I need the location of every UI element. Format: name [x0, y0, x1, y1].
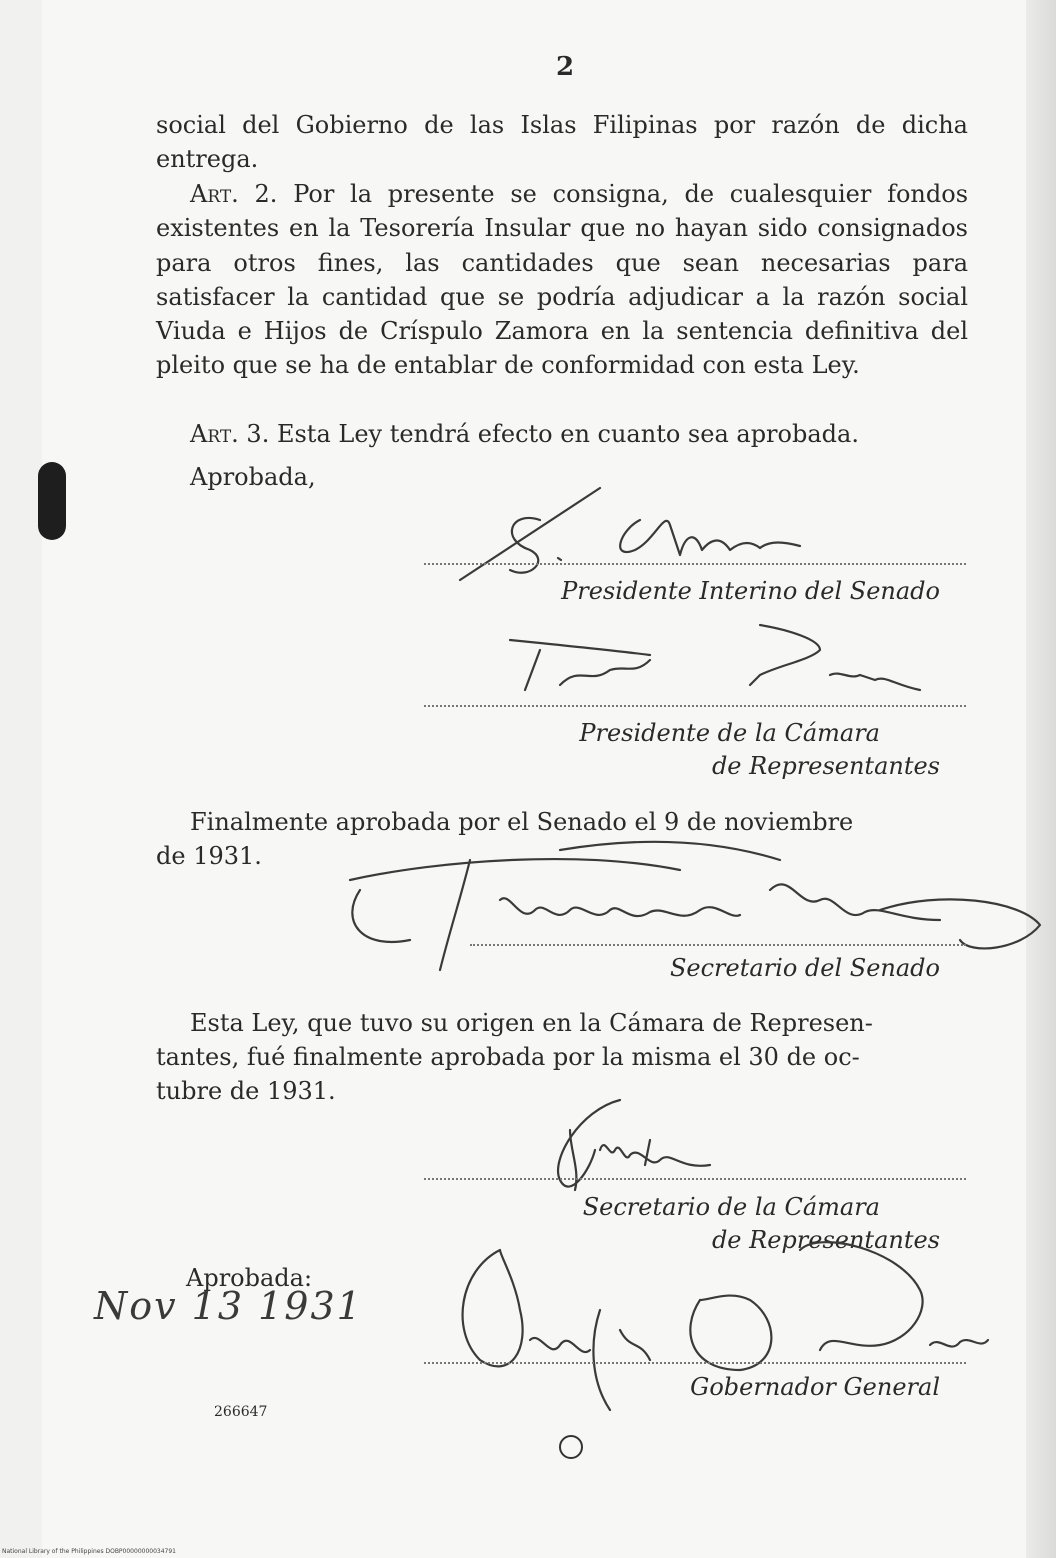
- house-secretary-line: [424, 1178, 966, 1180]
- house-president-title-2: de Representantes: [711, 752, 940, 780]
- article-2-text: Por la presente se consigna, de cualesquier fondos existentes en la Tesorería Insular que no hayan sido consignados para otros fines, las cantidades que sean necesarias para satisfacer la cantidad que se podría adjudicar a la razón social Viuda e Hijos de Críspulo Zamora en la sentencia definitiva del pleito que se ha de entablar de conformidad con esta Ley.: [156, 180, 969, 380]
- house-origin-line-2: tantes, fué finalmente aprobada por la misma el 30 de oc-: [156, 1043, 860, 1071]
- senate-president-title: Presidente Interino del Senado: [561, 577, 940, 605]
- final-approval-label: Aprobada:: [186, 1264, 313, 1292]
- page-number: 2: [555, 52, 575, 82]
- approved-label: Aprobada,: [190, 463, 316, 491]
- house-president-signature: [500, 615, 960, 705]
- house-secretary-title-2: de Representantes: [711, 1226, 940, 1254]
- house-origin-line-1: Esta Ley, que tuvo su origen en la Cámara de Represen-: [190, 1009, 873, 1037]
- article-3: [156, 417, 968, 451]
- senate-approval-line-2: de 1931.: [156, 842, 262, 870]
- house-president-line: [424, 705, 966, 707]
- scan-left-margin: [0, 0, 42, 1558]
- end-mark-circle: [559, 1435, 583, 1459]
- scan-right-shadow: [1026, 0, 1056, 1558]
- senate-approval-line-1: Finalmente aprobada por el Senado el 9 de noviembre: [190, 808, 854, 836]
- serial-number: 266647: [214, 1404, 268, 1420]
- governor-general-line: [424, 1362, 966, 1364]
- article-3-label: Art. 3.: [190, 420, 270, 448]
- article-2: [156, 177, 968, 383]
- paragraph-continuation: social del Gobierno de las Islas Filipinas por razón de dicha entrega.: [156, 111, 968, 174]
- senate-president-line: [424, 563, 966, 565]
- footer-credit: National Library of the Philippines DOBP00000000034791: [2, 1548, 176, 1555]
- article-2-label: Art. 2.: [190, 180, 278, 208]
- binding-hole: [38, 462, 66, 540]
- house-secretary-signature: [510, 1090, 810, 1210]
- senate-president-signature: [440, 480, 840, 590]
- senate-secretary-title: Secretario del Senado: [669, 954, 940, 982]
- house-origin-line-3: tubre de 1931.: [156, 1077, 336, 1105]
- house-president-title-1: Presidente de la Cámara: [579, 719, 880, 747]
- article-3-text: Esta Ley tendrá efecto en cuanto sea aprobada.: [276, 420, 859, 448]
- governor-general-title: Gobernador General: [690, 1373, 940, 1401]
- senate-secretary-line: [470, 944, 966, 946]
- house-secretary-title-1: Secretario de la Cámara: [582, 1193, 880, 1221]
- handwritten-date: Nov 13 1931: [94, 1284, 363, 1328]
